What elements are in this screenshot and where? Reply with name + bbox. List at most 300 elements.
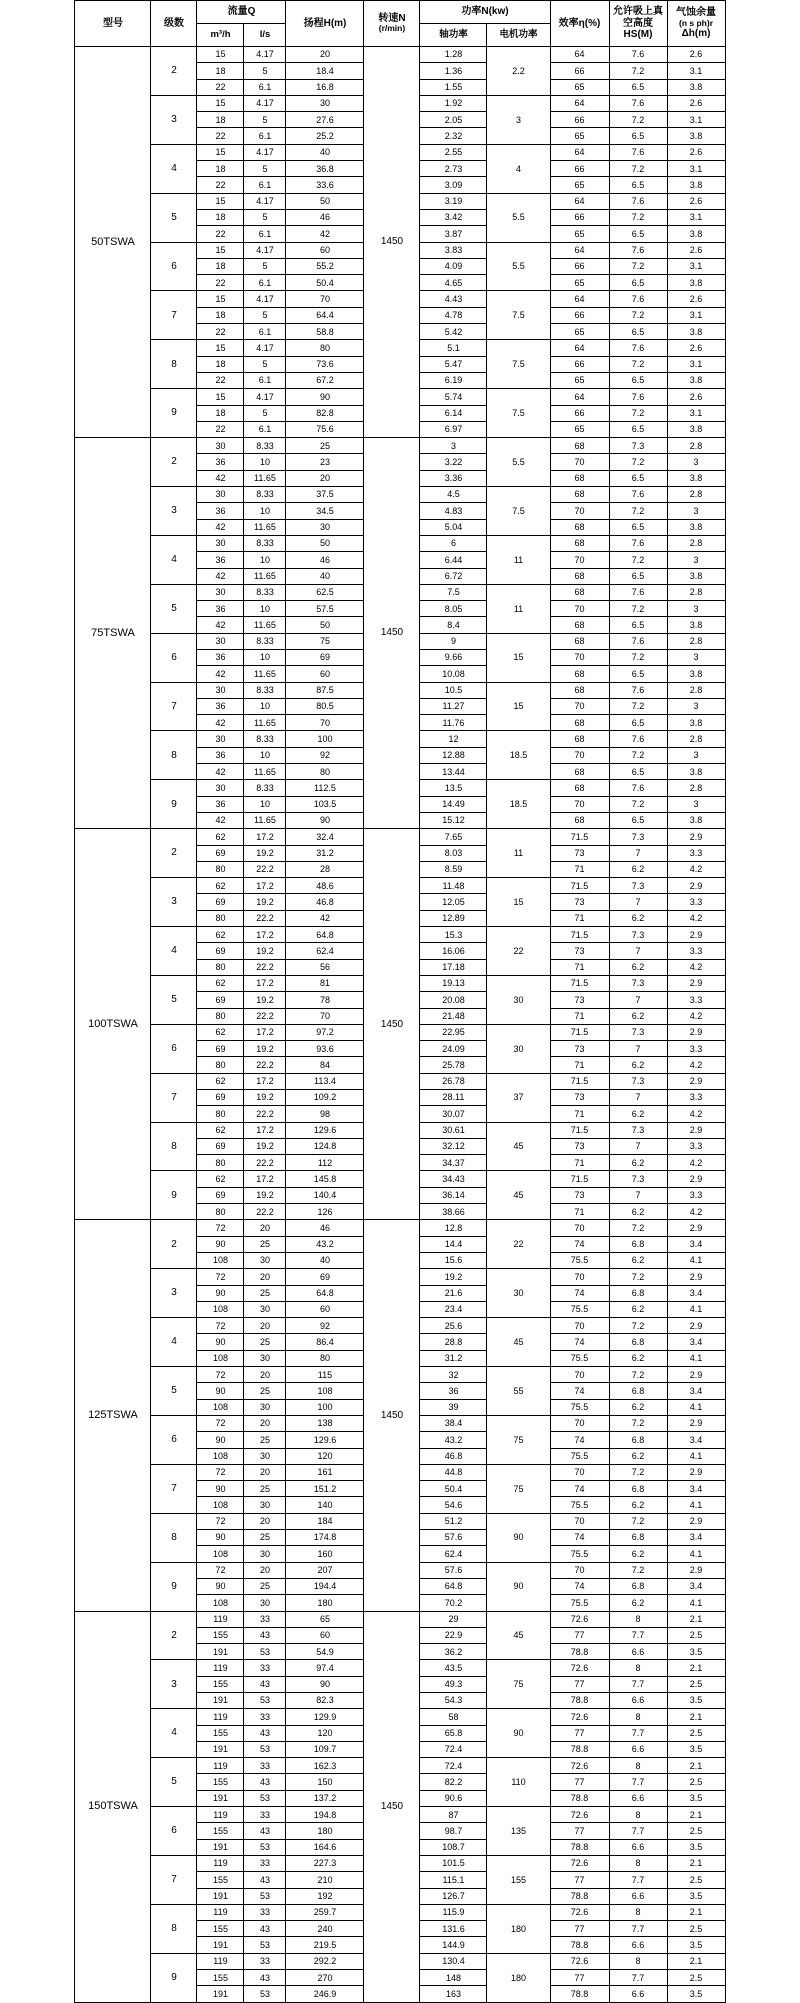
- cell-flow-m3h: 119: [197, 1855, 244, 1871]
- cell-flow-m3h: 108: [197, 1448, 244, 1464]
- cell-flow-ls: 19.2: [244, 943, 286, 959]
- cell-stage-count: 2: [151, 438, 197, 487]
- cell-suction-height: 7.2: [609, 356, 667, 372]
- cell-shaft-power: 3.42: [420, 209, 487, 225]
- cell-flow-ls: 8.33: [244, 438, 286, 454]
- cell-cavitation: 3.8: [667, 666, 725, 682]
- cell-cavitation: 3.1: [667, 258, 725, 274]
- cell-cavitation: 2.9: [667, 1024, 725, 1040]
- cell-stage-count: 4: [151, 927, 197, 976]
- cell-flow-ls: 43: [244, 1970, 286, 1986]
- cell-flow-m3h: 22: [197, 226, 244, 242]
- cell-flow-m3h: 108: [197, 1399, 244, 1415]
- cell-shaft-power: 24.09: [420, 1041, 487, 1057]
- cell-head: 32.4: [286, 829, 364, 845]
- cell-suction-height: 6.6: [609, 1644, 667, 1660]
- cell-suction-height: 7.3: [609, 975, 667, 991]
- cell-cavitation: 4.1: [667, 1497, 725, 1513]
- cell-flow-ls: 4.17: [244, 389, 286, 405]
- cell-efficiency: 68: [550, 666, 609, 682]
- cell-cavitation: 4.1: [667, 1399, 725, 1415]
- cell-stage-count: 4: [151, 1318, 197, 1367]
- cell-suction-height: 6.5: [609, 324, 667, 340]
- cell-stage-count: 7: [151, 1855, 197, 1904]
- cell-flow-m3h: 36: [197, 649, 244, 665]
- cell-head: 48.6: [286, 878, 364, 894]
- cell-shaft-power: 12.8: [420, 1220, 487, 1236]
- cell-efficiency: 78.8: [550, 1741, 609, 1757]
- cell-flow-ls: 8.33: [244, 584, 286, 600]
- cell-shaft-power: 62.4: [420, 1546, 487, 1562]
- cell-head: 64.8: [286, 1285, 364, 1301]
- cell-stage-count: 2: [151, 829, 197, 878]
- cell-head: 46: [286, 209, 364, 225]
- cell-shaft-power: 1.28: [420, 47, 487, 63]
- cell-flow-ls: 43: [244, 1774, 286, 1790]
- cell-head: 150: [286, 1774, 364, 1790]
- cell-efficiency: 73: [550, 1187, 609, 1203]
- cell-shaft-power: 38.66: [420, 1204, 487, 1220]
- cell-flow-m3h: 119: [197, 1660, 244, 1676]
- cell-head: 60: [286, 242, 364, 258]
- cell-flow-ls: 17.2: [244, 927, 286, 943]
- cell-suction-height: 7.3: [609, 878, 667, 894]
- cell-head: 50: [286, 535, 364, 551]
- cell-efficiency: 74: [550, 1383, 609, 1399]
- cell-head: 227.3: [286, 1855, 364, 1871]
- cell-flow-m3h: 15: [197, 144, 244, 160]
- cell-flow-ls: 10: [244, 503, 286, 519]
- cell-efficiency: 71.5: [550, 878, 609, 894]
- cell-flow-ls: 20: [244, 1220, 286, 1236]
- cell-head: 100: [286, 731, 364, 747]
- cell-cavitation: 4.2: [667, 1155, 725, 1171]
- cell-cavitation: 4.2: [667, 910, 725, 926]
- cell-efficiency: 66: [550, 356, 609, 372]
- cell-head: 64.4: [286, 307, 364, 323]
- cell-shaft-power: 163: [420, 1986, 487, 2002]
- cell-suction-height: 7.6: [609, 535, 667, 551]
- cell-stage-count: 6: [151, 1024, 197, 1073]
- cell-shaft-power: 26.78: [420, 1073, 487, 1089]
- cell-suction-height: 6.8: [609, 1432, 667, 1448]
- cell-flow-m3h: 22: [197, 324, 244, 340]
- cell-shaft-power: 3.83: [420, 242, 487, 258]
- header-suction-height: [609, 1, 667, 47]
- cell-flow-ls: 30: [244, 1497, 286, 1513]
- cell-head: 112.5: [286, 780, 364, 796]
- cell-efficiency: 68: [550, 470, 609, 486]
- cell-suction-height: 7.7: [609, 1921, 667, 1937]
- cell-flow-ls: 30: [244, 1595, 286, 1611]
- cell-flow-ls: 11.65: [244, 715, 286, 731]
- cell-flow-m3h: 90: [197, 1530, 244, 1546]
- cell-head: 219.5: [286, 1937, 364, 1953]
- cell-cavitation: 2.8: [667, 584, 725, 600]
- cell-flow-ls: 22.2: [244, 1204, 286, 1220]
- cell-flow-ls: 20: [244, 1562, 286, 1578]
- cell-head: 50: [286, 617, 364, 633]
- cell-shaft-power: 43.2: [420, 1432, 487, 1448]
- cell-cavitation: 2.6: [667, 95, 725, 111]
- cell-head: 292.2: [286, 1953, 364, 1969]
- cell-flow-m3h: 69: [197, 1187, 244, 1203]
- cell-efficiency: 75.5: [550, 1252, 609, 1268]
- cell-head: 58.8: [286, 324, 364, 340]
- cell-flow-ls: 22.2: [244, 959, 286, 975]
- cell-efficiency: 64: [550, 95, 609, 111]
- cell-motor-power: 55: [487, 1367, 550, 1416]
- cell-shaft-power: 3.19: [420, 193, 487, 209]
- cell-shaft-power: 131.6: [420, 1921, 487, 1937]
- cell-flow-m3h: 18: [197, 307, 244, 323]
- cell-suction-height: 6.6: [609, 1741, 667, 1757]
- cell-suction-height: 7.2: [609, 503, 667, 519]
- cell-efficiency: 68: [550, 487, 609, 503]
- cell-suction-height: 7.2: [609, 1367, 667, 1383]
- cell-efficiency: 70: [550, 1562, 609, 1578]
- cell-efficiency: 73: [550, 894, 609, 910]
- cell-cavitation: 3: [667, 601, 725, 617]
- cell-motor-power: 75: [487, 1464, 550, 1513]
- cell-cavitation: 3: [667, 796, 725, 812]
- cell-head: 240: [286, 1921, 364, 1937]
- cell-flow-m3h: 80: [197, 959, 244, 975]
- cell-stage-count: 3: [151, 878, 197, 927]
- cell-shaft-power: 36: [420, 1383, 487, 1399]
- cell-suction-height: 6.5: [609, 226, 667, 242]
- cell-flow-ls: 10: [244, 649, 286, 665]
- cell-flow-m3h: 191: [197, 1839, 244, 1855]
- cell-suction-height: 6.6: [609, 1937, 667, 1953]
- cell-suction-height: 7: [609, 1138, 667, 1154]
- cell-flow-m3h: 18: [197, 209, 244, 225]
- cell-suction-height: 6.5: [609, 764, 667, 780]
- cell-suction-height: 6.6: [609, 1888, 667, 1904]
- cell-flow-m3h: 72: [197, 1464, 244, 1480]
- cell-head: 20: [286, 47, 364, 63]
- cell-suction-height: 7.6: [609, 144, 667, 160]
- cell-flow-ls: 25: [244, 1481, 286, 1497]
- cell-head: 27.6: [286, 112, 364, 128]
- cell-flow-ls: 30: [244, 1252, 286, 1268]
- cell-head: 84: [286, 1057, 364, 1073]
- header-model: 型号: [75, 1, 151, 47]
- cell-head: 90: [286, 1676, 364, 1692]
- cell-efficiency: 74: [550, 1530, 609, 1546]
- cell-motor-power: 5.5: [487, 193, 550, 242]
- cell-shaft-power: 3.36: [420, 470, 487, 486]
- cell-head: 46.8: [286, 894, 364, 910]
- cell-flow-m3h: 119: [197, 1709, 244, 1725]
- cell-shaft-power: 4.65: [420, 275, 487, 291]
- cell-flow-m3h: 90: [197, 1285, 244, 1301]
- cell-shaft-power: 115.1: [420, 1872, 487, 1888]
- cell-suction-height: 7.6: [609, 242, 667, 258]
- cell-flow-m3h: 36: [197, 601, 244, 617]
- cell-cavitation: 2.1: [667, 1709, 725, 1725]
- cell-flow-m3h: 30: [197, 584, 244, 600]
- cell-efficiency: 65: [550, 226, 609, 242]
- cell-motor-power: 11: [487, 584, 550, 633]
- cell-efficiency: 77: [550, 1774, 609, 1790]
- cell-flow-m3h: 42: [197, 812, 244, 828]
- cell-motor-power: 45: [487, 1318, 550, 1367]
- cell-flow-ls: 22.2: [244, 861, 286, 877]
- cell-flow-ls: 6.1: [244, 79, 286, 95]
- cell-head: 194.8: [286, 1807, 364, 1823]
- cell-cavitation: 3.8: [667, 421, 725, 437]
- cell-shaft-power: 3.22: [420, 454, 487, 470]
- cell-head: 92: [286, 1318, 364, 1334]
- cell-flow-ls: 5: [244, 307, 286, 323]
- cell-motor-power: 7.5: [487, 487, 550, 536]
- cell-suction-height: 7.2: [609, 1269, 667, 1285]
- cell-cavitation: 4.2: [667, 959, 725, 975]
- cell-efficiency: 74: [550, 1432, 609, 1448]
- cell-shaft-power: 36.14: [420, 1187, 487, 1203]
- cell-suction-height: 7.6: [609, 389, 667, 405]
- cell-head: 60: [286, 666, 364, 682]
- cell-efficiency: 71: [550, 1155, 609, 1171]
- cell-flow-ls: 6.1: [244, 226, 286, 242]
- cell-cavitation: 3.5: [667, 1790, 725, 1806]
- cell-flow-ls: 11.65: [244, 470, 286, 486]
- cell-motor-power: 7.5: [487, 389, 550, 438]
- cell-efficiency: 64: [550, 47, 609, 63]
- cell-cavitation: 2.9: [667, 975, 725, 991]
- header-suction-line3: HS(M): [623, 29, 653, 41]
- cell-suction-height: 7.2: [609, 112, 667, 128]
- cell-flow-ls: 53: [244, 1741, 286, 1757]
- cell-flow-ls: 43: [244, 1627, 286, 1643]
- cell-cavitation: 2.9: [667, 1220, 725, 1236]
- header-flow-m3h: m³/h: [197, 24, 244, 47]
- cell-flow-ls: 53: [244, 1986, 286, 2002]
- cell-shaft-power: 29: [420, 1611, 487, 1627]
- cell-suction-height: 6.2: [609, 1008, 667, 1024]
- cell-suction-height: 7.2: [609, 63, 667, 79]
- cell-efficiency: 70: [550, 649, 609, 665]
- cell-flow-ls: 25: [244, 1383, 286, 1399]
- cell-flow-m3h: 191: [197, 1741, 244, 1757]
- cell-head: 42: [286, 226, 364, 242]
- cell-head: 62.5: [286, 584, 364, 600]
- cell-flow-m3h: 62: [197, 927, 244, 943]
- cell-motor-power: 180: [487, 1904, 550, 1953]
- cell-cavitation: 3: [667, 552, 725, 568]
- cell-flow-m3h: 72: [197, 1513, 244, 1529]
- cell-flow-ls: 5: [244, 405, 286, 421]
- cell-suction-height: 7.3: [609, 927, 667, 943]
- cell-shaft-power: 51.2: [420, 1513, 487, 1529]
- cell-suction-height: 7.3: [609, 829, 667, 845]
- cell-flow-m3h: 36: [197, 796, 244, 812]
- cell-flow-m3h: 15: [197, 242, 244, 258]
- cell-suction-height: 7.2: [609, 601, 667, 617]
- cell-head: 78: [286, 992, 364, 1008]
- cell-motor-power: 15: [487, 633, 550, 682]
- cell-suction-height: 7.2: [609, 209, 667, 225]
- cell-flow-ls: 4.17: [244, 193, 286, 209]
- cell-stage-count: 8: [151, 1122, 197, 1171]
- cell-efficiency: 73: [550, 1138, 609, 1154]
- cell-flow-ls: 17.2: [244, 975, 286, 991]
- cell-shaft-power: 12: [420, 731, 487, 747]
- cell-flow-ls: 33: [244, 1611, 286, 1627]
- cell-flow-ls: 20: [244, 1269, 286, 1285]
- cell-flow-m3h: 18: [197, 161, 244, 177]
- cell-shaft-power: 126.7: [420, 1888, 487, 1904]
- cell-shaft-power: 39: [420, 1399, 487, 1415]
- cell-cavitation: 3.1: [667, 209, 725, 225]
- cell-cavitation: 3.8: [667, 764, 725, 780]
- cell-suction-height: 7.7: [609, 1872, 667, 1888]
- cell-suction-height: 7.2: [609, 307, 667, 323]
- cell-efficiency: 77: [550, 1872, 609, 1888]
- cell-efficiency: 68: [550, 812, 609, 828]
- cell-cavitation: 2.8: [667, 731, 725, 747]
- cell-flow-m3h: 69: [197, 1138, 244, 1154]
- header-efficiency: 效率η(%): [550, 1, 609, 47]
- cell-model: 150TSWA: [75, 1611, 151, 2002]
- cell-shaft-power: 6.44: [420, 552, 487, 568]
- cell-cavitation: 2.1: [667, 1953, 725, 1969]
- cell-flow-m3h: 72: [197, 1220, 244, 1236]
- cell-head: 97.4: [286, 1660, 364, 1676]
- cell-head: 112: [286, 1155, 364, 1171]
- cell-efficiency: 71: [550, 1057, 609, 1073]
- table-row: [75, 438, 725, 454]
- cell-suction-height: 6.2: [609, 1252, 667, 1268]
- cell-shaft-power: 14.4: [420, 1236, 487, 1252]
- cell-flow-m3h: 191: [197, 1790, 244, 1806]
- cell-stage-count: 7: [151, 1073, 197, 1122]
- cell-suction-height: 6.2: [609, 1204, 667, 1220]
- cell-suction-height: 7.2: [609, 1562, 667, 1578]
- cell-flow-ls: 8.33: [244, 535, 286, 551]
- cell-shaft-power: 38.4: [420, 1415, 487, 1431]
- cell-suction-height: 7.2: [609, 649, 667, 665]
- cell-efficiency: 70: [550, 1464, 609, 1480]
- cell-efficiency: 68: [550, 519, 609, 535]
- cell-flow-m3h: 69: [197, 943, 244, 959]
- cell-motor-power: 15: [487, 878, 550, 927]
- cell-stage-count: 7: [151, 682, 197, 731]
- cell-suction-height: 6.2: [609, 1301, 667, 1317]
- cell-shaft-power: 98.7: [420, 1823, 487, 1839]
- cell-shaft-power: 13.5: [420, 780, 487, 796]
- cell-motor-power: 30: [487, 975, 550, 1024]
- cell-flow-ls: 6.1: [244, 128, 286, 144]
- cell-flow-m3h: 108: [197, 1301, 244, 1317]
- cell-flow-m3h: 80: [197, 910, 244, 926]
- cell-cavitation: 3.5: [667, 1888, 725, 1904]
- cell-cavitation: 2.9: [667, 1562, 725, 1578]
- cell-efficiency: 77: [550, 1970, 609, 1986]
- cell-efficiency: 71.5: [550, 1024, 609, 1040]
- cell-flow-m3h: 18: [197, 356, 244, 372]
- cell-stage-count: 5: [151, 1367, 197, 1416]
- header-power-group: 功率N(kw): [420, 1, 550, 24]
- cell-suction-height: 6.5: [609, 372, 667, 388]
- cell-efficiency: 74: [550, 1481, 609, 1497]
- cell-cavitation: 3.5: [667, 1741, 725, 1757]
- cell-cavitation: 3.8: [667, 715, 725, 731]
- cell-stage-count: 7: [151, 291, 197, 340]
- cell-flow-m3h: 22: [197, 421, 244, 437]
- cell-shaft-power: 6.97: [420, 421, 487, 437]
- cell-flow-ls: 5: [244, 258, 286, 274]
- cell-head: 75: [286, 633, 364, 649]
- cell-head: 40: [286, 1252, 364, 1268]
- cell-cavitation: 3.3: [667, 992, 725, 1008]
- cell-motor-power: 135: [487, 1807, 550, 1856]
- cell-flow-m3h: 69: [197, 1041, 244, 1057]
- cell-flow-ls: 20: [244, 1464, 286, 1480]
- cell-head: 164.6: [286, 1839, 364, 1855]
- cell-flow-ls: 22.2: [244, 910, 286, 926]
- cell-model: 75TSWA: [75, 438, 151, 829]
- cell-efficiency: 75.5: [550, 1497, 609, 1513]
- cell-shaft-power: 1.92: [420, 95, 487, 111]
- cell-suction-height: 6.5: [609, 519, 667, 535]
- cell-stage-count: 9: [151, 1171, 197, 1220]
- cell-cavitation: 2.1: [667, 1807, 725, 1823]
- cell-head: 108: [286, 1383, 364, 1399]
- cell-head: 115: [286, 1367, 364, 1383]
- cell-flow-m3h: 42: [197, 666, 244, 682]
- cell-head: 124.8: [286, 1138, 364, 1154]
- cell-shaft-power: 2.55: [420, 144, 487, 160]
- cell-flow-ls: 11.65: [244, 519, 286, 535]
- cell-shaft-power: 8.4: [420, 617, 487, 633]
- cell-flow-ls: 20: [244, 1318, 286, 1334]
- cell-flow-ls: 53: [244, 1692, 286, 1708]
- cell-cavitation: 3.8: [667, 177, 725, 193]
- cell-stage-count: 3: [151, 1269, 197, 1318]
- cell-flow-ls: 4.17: [244, 144, 286, 160]
- cell-shaft-power: 34.37: [420, 1155, 487, 1171]
- cell-efficiency: 75.5: [550, 1301, 609, 1317]
- cell-shaft-power: 32.12: [420, 1138, 487, 1154]
- cell-flow-m3h: 90: [197, 1432, 244, 1448]
- cell-efficiency: 72.6: [550, 1953, 609, 1969]
- cell-cavitation: 2.5: [667, 1921, 725, 1937]
- cell-head: 145.8: [286, 1171, 364, 1187]
- header-cavitation: [667, 1, 725, 47]
- cell-shaft-power: 10.5: [420, 682, 487, 698]
- cell-head: 23: [286, 454, 364, 470]
- cell-shaft-power: 10.08: [420, 666, 487, 682]
- table-row: [75, 1611, 725, 1627]
- cell-flow-ls: 17.2: [244, 1122, 286, 1138]
- cell-head: 174.8: [286, 1530, 364, 1546]
- cell-suction-height: 7.2: [609, 1415, 667, 1431]
- cell-flow-ls: 19.2: [244, 1138, 286, 1154]
- cell-shaft-power: 17.18: [420, 959, 487, 975]
- cell-shaft-power: 31.2: [420, 1350, 487, 1366]
- cell-stage-count: 2: [151, 1611, 197, 1660]
- cell-flow-m3h: 191: [197, 1644, 244, 1660]
- cell-head: 75.6: [286, 421, 364, 437]
- cell-flow-m3h: 62: [197, 1024, 244, 1040]
- cell-flow-m3h: 119: [197, 1611, 244, 1627]
- cell-cavitation: 4.2: [667, 1204, 725, 1220]
- cell-motor-power: 110: [487, 1758, 550, 1807]
- cell-head: 43.2: [286, 1236, 364, 1252]
- cell-cavitation: 2.1: [667, 1611, 725, 1627]
